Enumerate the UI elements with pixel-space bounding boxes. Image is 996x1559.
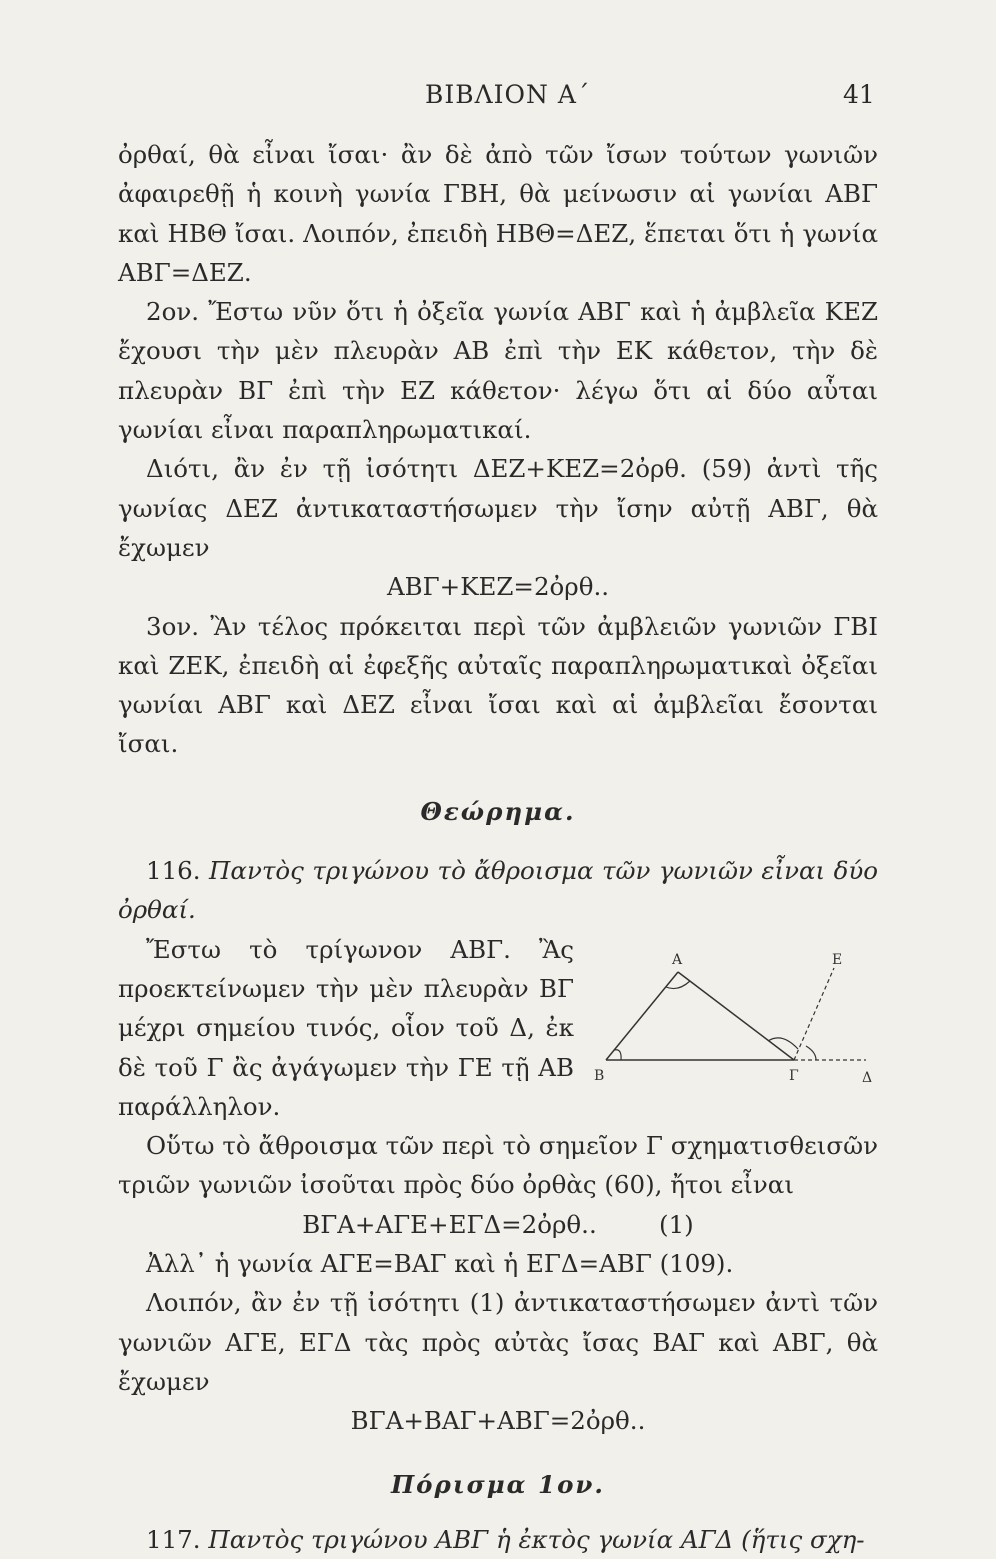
page-header [0,78,996,118]
page-number: 41 [843,80,875,109]
parallel-GE [794,968,834,1060]
equation-2: ΒΓΑ+ΑΓΕ+ΕΓΔ=2ὀρθ.. (1) [302,1209,694,1239]
triangle-diagram [586,950,886,1100]
theorem-text: Παντὸς τριγώνου τὸ ἄθροισμα τῶν γωνιῶν εἶναι δύο ὀρθαί. [118,856,878,925]
theorem-heading: Θεώρημα. [420,796,576,826]
paragraph-substitution: Λοιπόν, ἂν ἐν τῇ ἰσότητι (1) ἀντικαταστήσωμεν ἀντὶ τῶν γωνιῶν ΑΓΕ, ΕΓΔ τὰς πρὸς αὐτὰς ἴσας ΒΑΓ καὶ ΑΒΓ, θὰ ἔχωμεν [118,1288,878,1396]
paragraph-117-number: 117. [146,1524,201,1554]
label-A: Α [672,951,683,968]
label-E: Ε [832,951,843,968]
label-D: Δ [862,1069,873,1086]
corollary-heading: Πόρισμα 1ον. [391,1469,605,1499]
paragraph-case-3: 3ον. Ἂν τέλος πρόκειται περὶ τῶν ἀμβλειῶν γωνιῶν ΓΒΙ καὶ ΖΕΚ, ἐπειδὴ αἱ ἐφεξῆς αὐταῖς παραπληρωματικαὶ ὀξεῖαι γωνίαι ΑΒΓ καὶ ΔΕΖ εἶναι ἴσαι καὶ αἱ ἀμβλεῖαι ἔσονται ἴσαι. [118,611,878,759]
paragraph-case-2: 2ον. Ἔστω νῦν ὅτι ἡ ὀξεῖα γωνία ΑΒΓ καὶ ἡ ἀμβλεῖα ΚΕΖ ἔχουσι τὴν μὲν πλευρὰν ΑΒ ἐπὶ τὴν ΕΚ κάθετον, τὴν δὲ πλευρὰν ΒΓ ἐπὶ τὴν ΕΖ κάθετον· λέγω ὅτι αἱ δύο αὗται γωνίαι εἶναι παραπληρωματικαί. [118,297,878,445]
angle-arc-G2 [806,1046,816,1060]
equation-3: ΒΓΑ+ΒΑΓ+ΑΒΓ=2ὀρθ.. [350,1406,646,1436]
label-B: Β [594,1067,605,1084]
body-text [118,135,878,1559]
triangle-figure [586,950,886,1100]
side-AG [678,972,794,1060]
side-AB [606,972,678,1060]
paragraph-117 [118,1520,878,1559]
theorem-statement [118,851,878,930]
running-head: ΒΙΒΛΙΟΝ Α΄ [425,80,591,109]
equation-1: ΑΒΓ+ΚΕΖ=2ὀρθ.. [386,572,610,602]
paragraph-angles-sum: Οὕτω τὸ ἄθροισμα τῶν περὶ τὸ σημεῖον Γ σχηματισθεισῶν τριῶν γωνιῶν ἰσοῦται πρὸς δύο ὀρθὰς (60), ἤτοι εἶναι [118,1131,878,1200]
paragraph-equal-angles: Ἀλλ᾽ ἡ γωνία ΑΓΕ=ΒΑΓ καὶ ἡ ΕΓΔ=ΑΒΓ (109). [146,1249,734,1279]
angle-arc-B [614,1049,621,1059]
theorem-number: 116. [146,856,201,886]
paragraph-construction: Ἔστω τὸ τρίγωνον ΑΒΓ. Ἂς προεκτείνωμεν τὴν μὲν πλευρὰν ΒΓ μέχρι σημείου τινός, οἷον τοῦ Δ, ἐκ δὲ τοῦ Γ ἂς ἀγάγωμεν τὴν ΓΕ τῇ ΑΒ παράλληλον. [118,934,574,1121]
paragraph-proof: Διότι, ἂν ἐν τῇ ἰσότητι ΔΕΖ+ΚΕΖ=2ὀρθ. (59) ἀντὶ τῆς γωνίας ΔΕΖ ἀντικαταστήσωμεν τὴν ἴσην αὐτῇ ΑΒΓ, θὰ ἔχωμεν [118,454,878,562]
paragraph-1: ὀρθαί, θὰ εἶναι ἴσαι· ἂν δὲ ἀπὸ τῶν ἴσων τούτων γωνιῶν ἀφαιρεθῇ ἡ κοινὴ γωνία ΓΒΗ, θὰ μείνωσιν αἱ γωνίαι ΑΒΓ καὶ ΗΒΘ ἴσαι. Λοιπόν, ἐπειδὴ ΗΒΘ=ΔΕΖ, ἕπεται ὅτι ἡ γωνία ΑΒΓ=ΔΕΖ. [118,140,878,287]
paragraph-117-text: Παντὸς τριγώνου ΑΒΓ ἡ ἐκτὸς γωνία ΑΓΔ (ἥτις σχη- [208,1524,865,1554]
label-G: Γ [789,1067,799,1084]
